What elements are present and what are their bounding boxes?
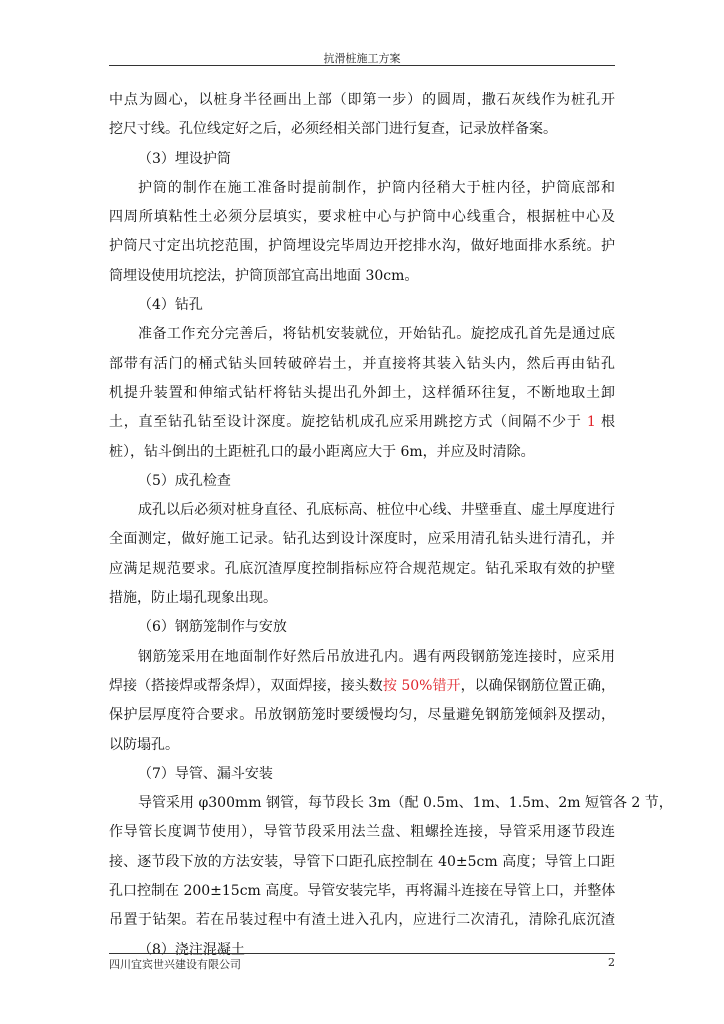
paragraph-line: 桩），钻斗倒出的土距桩孔口的最小距离应大于 6m，并应及时清除。 — [109, 443, 535, 460]
paragraph-line: 筒埋设使用坑挖法，护筒顶部宜高出地面 30cm。 — [109, 267, 419, 284]
footer-divider — [109, 953, 615, 954]
document-body — [109, 86, 673, 965]
paragraph-line: 措施，防止塌孔现象出现。 — [109, 590, 277, 607]
text-run: 焊接（搭接焊或帮条焊），双面焊接，接头数 — [109, 677, 383, 694]
section-heading: （4）钻孔 — [138, 297, 203, 314]
paragraph-line: 以防塌孔。 — [109, 736, 179, 753]
paragraph-line — [109, 408, 615, 437]
section-heading: （8）浇注混凝土 — [138, 941, 245, 958]
text-run: 根 — [595, 414, 616, 431]
highlighted-text: 1 — [586, 414, 596, 431]
paragraph-line: 成孔以后必须对桩身直径、孔底标高、桩位中心线、井壁垂直、虚土厚度进行 — [138, 502, 615, 519]
text-run: ，以确保钢筋位置正确， — [460, 677, 615, 694]
header-divider — [109, 65, 615, 66]
section-heading: （7）导管、漏斗安装 — [138, 765, 273, 782]
paragraph-line: 机提升装置和伸缩式钻杆将钻头提出孔外卸土，这样循环往复，不断地取土卸 — [109, 384, 615, 401]
footer-company: 四川宜宾世兴建设有限公司 — [109, 958, 241, 971]
paragraph-line: 准备工作充分完善后，将钻机安装就位，开始钻孔。旋挖成孔首先是通过底 — [138, 326, 615, 343]
section-heading: （6）钢筋笼制作与安放 — [138, 619, 287, 636]
paragraph-line: 护筒的制作在施工准备时提前制作，护筒内径稍大于桩内径，护筒底部和 — [138, 179, 615, 196]
paragraph-line: 四周所填粘性土必须分层填实，要求桩中心与护筒中心线重合，根据桩中心及 — [109, 209, 615, 226]
paragraph-line: 钢筋笼采用在地面制作好然后吊放进孔内。遇有两段钢筋笼连接时，应采用 — [138, 648, 615, 665]
paragraph-line: 保护层厚度符合要求。吊放钢筋笼时要缓慢均匀，尽量避免钢筋笼倾斜及摆动， — [109, 707, 615, 724]
paragraph-line: 吊置于钻架。若在吊装过程中有渣土进入孔内，应进行二次清孔，清除孔底沉渣 — [109, 912, 615, 929]
paragraph-line: 接、逐节段下放的方法安装，导管下口距孔底控制在 40±5cm 高度；导管上口距 — [109, 853, 615, 870]
paragraph-line: 全面测定，做好施工记录。钻孔达到设计深度时，应采用清孔钻头进行清孔，并 — [109, 531, 615, 548]
section-heading: （3）埋设护筒 — [138, 150, 231, 167]
paragraph-line: 护筒尺寸定出坑挖范围，护筒埋设完毕周边开挖排水沟，做好地面排水系统。护 — [109, 238, 615, 255]
highlighted-text: 按 50%错开 — [382, 677, 461, 694]
section-heading: （5）成孔检查 — [138, 472, 231, 489]
paragraph-line: 部带有活门的桶式钻头回转破碎岩土，并直接将其装入钻头内，然后再由钻孔 — [109, 355, 615, 372]
paragraph-line: 中点为圆心，以桩身半径画出上部（即第一步）的圆周，撒石灰线作为桩孔开 — [109, 92, 615, 108]
text-run: 土，直至钻孔钻至设计深度。旋挖钻机成孔应采用跳挖方式（间隔不少于 — [109, 414, 587, 431]
paragraph-line: 导管采用 φ300mm 钢管，每节段长 3m（配 0.5m、1m、1.5m、2m 短管各 2 节， — [138, 795, 673, 812]
page-number: 2 — [608, 956, 615, 969]
paragraph-line: 孔口控制在 200±15cm 高度。导管安装完毕，再将漏斗连接在导管上口，并整体 — [109, 883, 616, 900]
paragraph-line — [109, 672, 615, 701]
page-header-title: 抗滑桩施工方案 — [323, 52, 401, 65]
paragraph-line: 应满足规范要求。孔底沉渣厚度控制指标应符合规范规定。钻孔采取有效的护壁 — [109, 560, 615, 577]
paragraph-line: 挖尺寸线。孔位线定好之后，必须经相关部门进行复查，记录放样备案。 — [109, 121, 557, 138]
paragraph-line: 作导管长度调节使用），导管节段采用法兰盘、粗螺拴连接，导管采用逐节段连 — [109, 824, 615, 841]
